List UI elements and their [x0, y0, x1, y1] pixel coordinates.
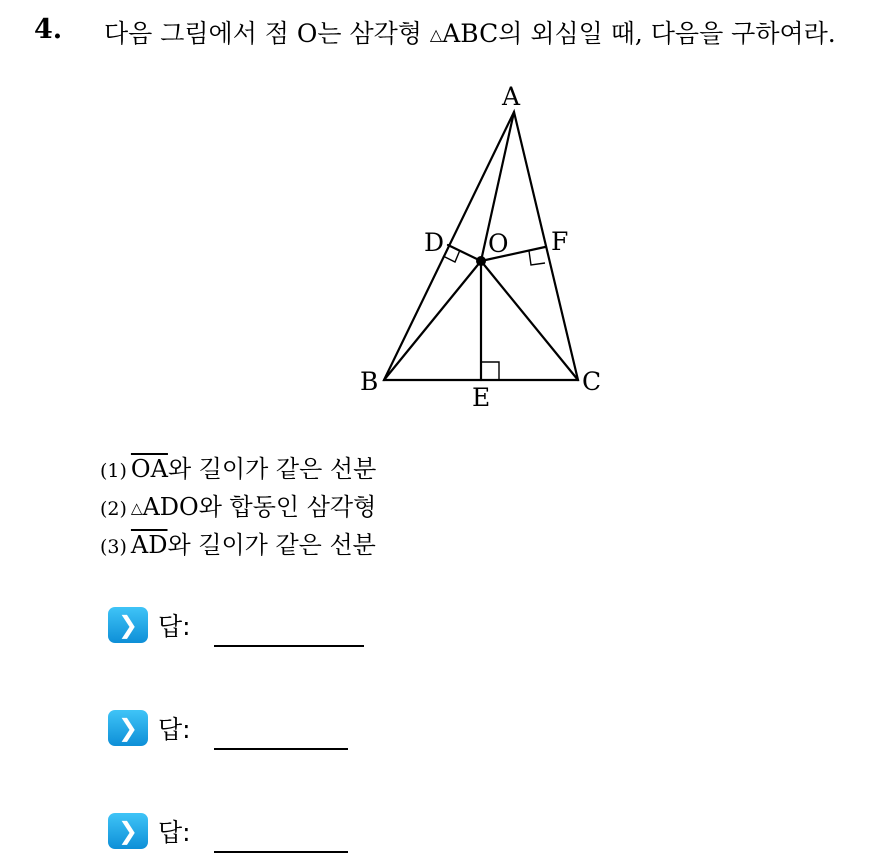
chevron-right-icon: ❯ — [108, 710, 148, 746]
triangle-symbol: △ — [429, 25, 443, 44]
answer-label-3: 답: — [158, 818, 191, 847]
answer-blank-1[interactable] — [214, 645, 364, 647]
answer-label-1: 답: — [158, 612, 191, 641]
label-a: A — [502, 82, 521, 111]
circumcenter-point — [476, 256, 486, 266]
label-f: F — [551, 227, 569, 256]
label-b: B — [360, 367, 379, 396]
question-text-after: 의 외심일 때, 다음을 구하여라. — [498, 19, 836, 48]
sub-question-3-number: (3) — [100, 536, 127, 558]
sub-question-3 — [100, 525, 376, 560]
label-c: C — [582, 367, 602, 396]
triangle-ado-label: ADO — [142, 493, 199, 521]
sub-question-2-number: (2) — [100, 498, 127, 520]
answer-blank-3[interactable] — [214, 851, 348, 853]
triangle-figure — [340, 80, 630, 420]
label-e: E — [472, 383, 491, 412]
answer-row-3 — [108, 813, 378, 853]
answer-blank-2[interactable] — [214, 748, 348, 750]
sub-question-1-text: 와 길이가 같은 선분 — [167, 455, 377, 483]
sub-question-1-number: (1) — [100, 460, 127, 482]
segment-ad-label: $\overline{AD}$ — [130, 531, 168, 559]
triangle-symbol-2: △ — [130, 499, 143, 517]
answer-row-1 — [108, 607, 378, 647]
label-d: D — [424, 228, 445, 257]
segment-od — [448, 245, 481, 261]
sub-question-1 — [100, 449, 376, 484]
question-text — [104, 14, 836, 50]
chevron-right-icon: ❯ — [108, 607, 148, 643]
question-number: 4. — [34, 14, 63, 45]
triangle-name: ABC — [442, 19, 499, 48]
question-text-before: 다음 그림에서 점 O는 삼각형 — [104, 19, 430, 48]
right-angle-mark-e — [481, 362, 499, 380]
chevron-right-icon: ❯ — [108, 813, 148, 849]
answer-row-2 — [108, 710, 378, 750]
right-angle-mark-f — [529, 251, 545, 265]
sub-question-2-text: 와 합동인 삼각형 — [198, 493, 377, 521]
segment-oa-label: $\overline{OA}$ — [130, 455, 168, 483]
answer-label-2: 답: — [158, 715, 191, 744]
label-o: O — [488, 229, 509, 258]
sub-question-2 — [100, 487, 376, 522]
sub-question-3-text: 와 길이가 같은 선분 — [167, 531, 376, 559]
